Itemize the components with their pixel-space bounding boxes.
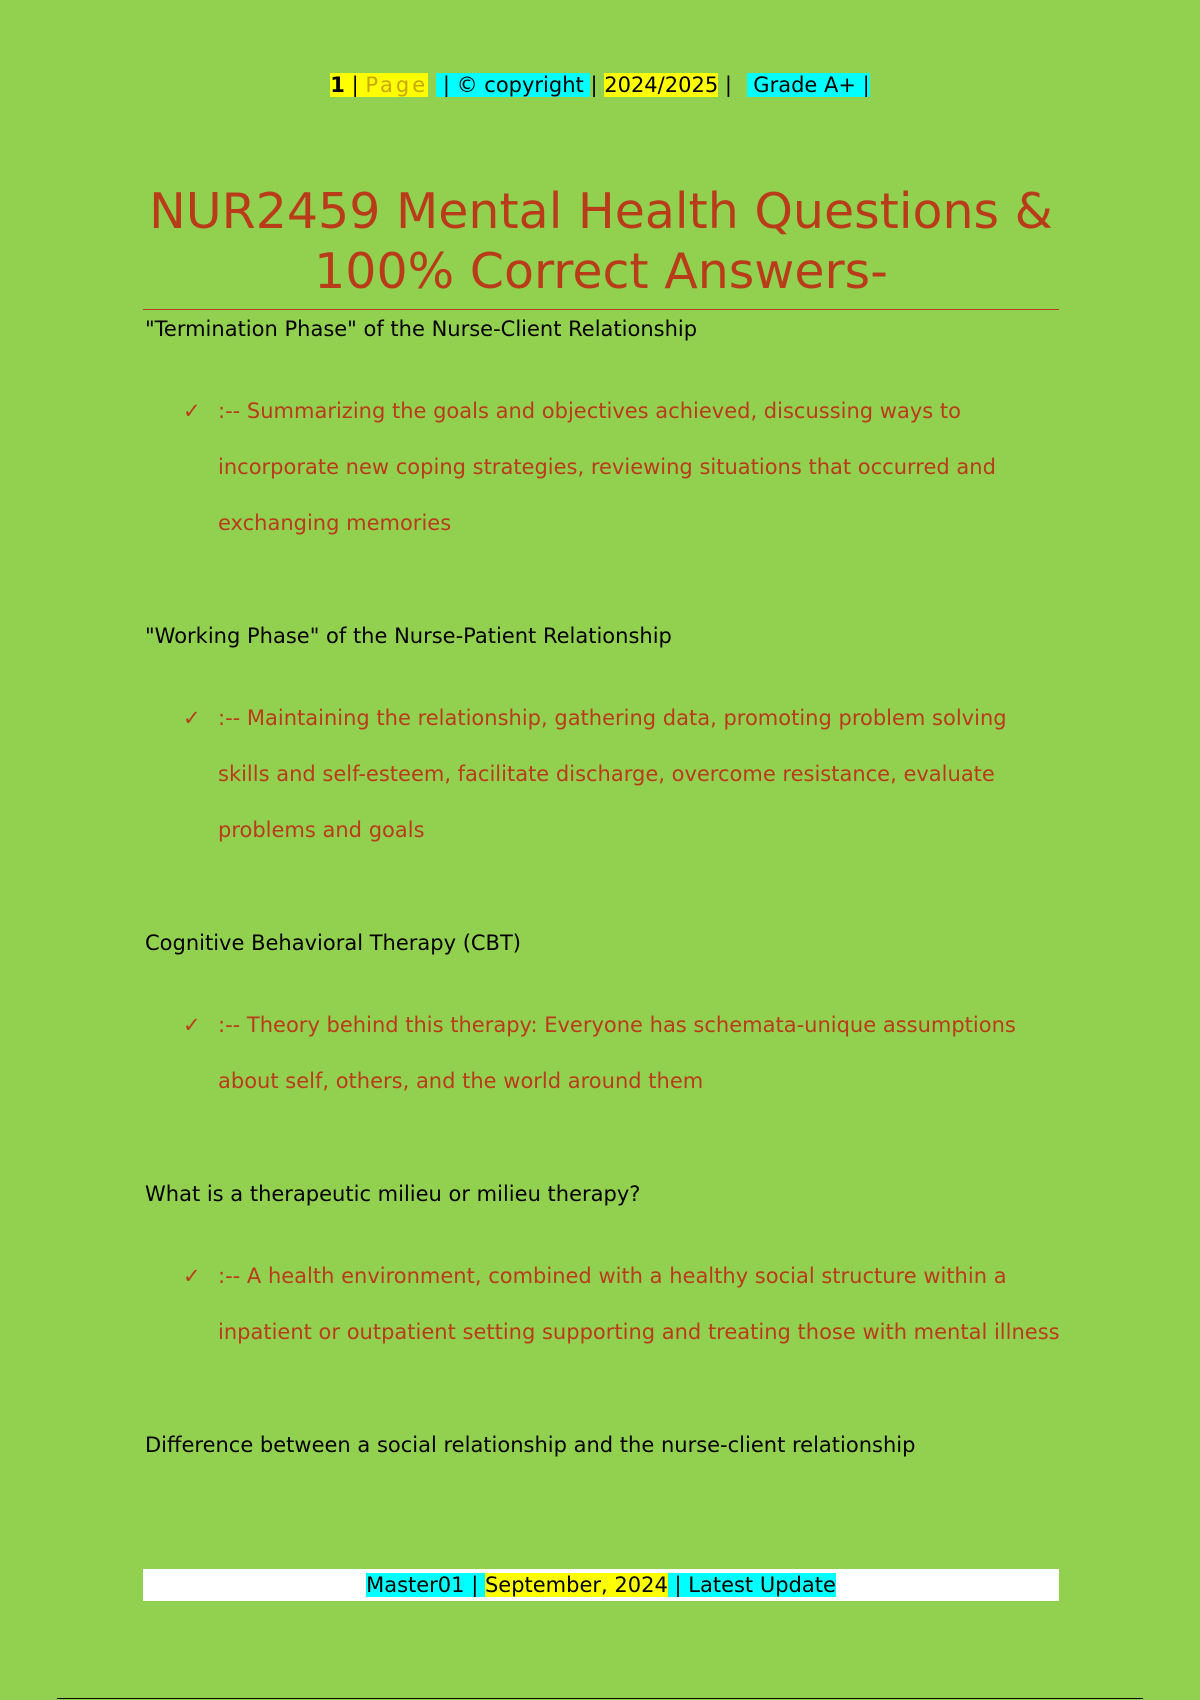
answer-text: :-- Theory behind this therapy: Everyone has schemata-unique assumptions about self, others, and the world around them [218,1013,1016,1093]
document-title [143,182,1059,302]
checkmark-icon: ✓ [183,399,201,423]
question-text: Cognitive Behavioral Therapy (CBT) [145,931,521,955]
update-label: Latest Update [688,1573,836,1597]
answer-text: :-- A health environment, combined with a healthy social structure within a inpatient or outpatient setting supporting and treating those with mental illness [218,1264,1060,1344]
grade-label: Grade A+ | [746,73,870,97]
question-text: Difference between a social relationship and the nurse-client relationship [145,1433,916,1457]
year-label: 2024/2025 [604,73,719,97]
answer-item [145,690,1060,858]
qa-list [145,313,1060,1461]
question-text: "Termination Phase" of the Nurse-Client Relationship [145,317,698,341]
page-bottom-rule [57,1698,1143,1699]
title-line-1: NUR2459 Mental Health Questions & [149,183,1053,240]
checkmark-icon: ✓ [183,706,201,730]
qa-item [145,313,1060,551]
checkmark-icon: ✓ [183,1264,201,1288]
answer-item [145,383,1060,551]
date-label: September, 2024 [484,1573,668,1597]
question-text: "Working Phase" of the Nurse-Patient Relationship [145,624,672,648]
page-footer: Master01 | September, 2024 | Latest Update [143,1569,1059,1601]
qa-item [145,1178,1060,1360]
copyright-label: | © copyright [436,73,591,97]
answer-text: :-- Maintaining the relationship, gathering data, promoting problem solving skills and self-esteem, facilitate discharge, overcome resistance, evaluate problems and goals [218,706,1007,842]
title-line-2: 100% Correct Answers- [314,243,888,300]
answer-text: :-- Summarizing the goals and objectives achieved, discussing ways to incorporate new coping strategies, reviewing situations that occurred and exchanging memories [218,399,996,535]
qa-item [145,927,1060,1109]
author-label: Master01 [366,1573,465,1597]
answer-item [145,1248,1060,1360]
answer-item [145,997,1060,1109]
checkmark-icon: ✓ [183,1013,201,1037]
title-underline [143,309,1059,310]
question-text: What is a therapeutic milieu or milieu therapy? [145,1182,641,1206]
qa-item [145,620,1060,858]
page-header: 1 | Page | © copyright | 2024/2025 | Grade A+ | [330,73,870,97]
page-number-label: 1 | Page [330,73,429,97]
